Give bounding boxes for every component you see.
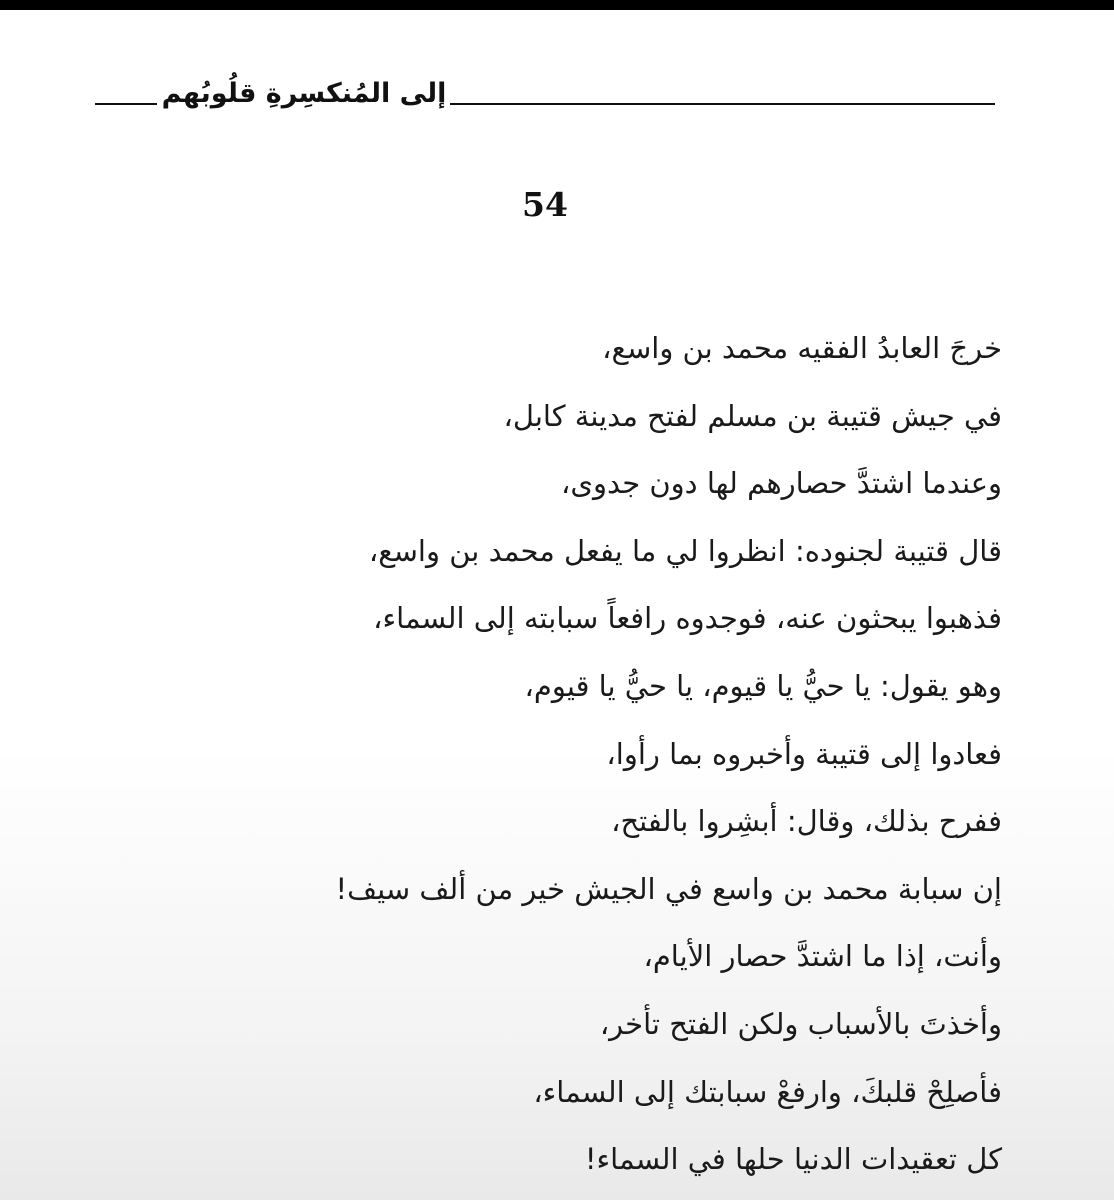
header-rule-right — [450, 103, 995, 105]
poem-line: وهو يقول: يا حيُّ يا قيوم، يا حيُّ يا قيوم، — [524, 668, 1002, 703]
section-number: 54 — [522, 185, 568, 224]
book-page — [0, 10, 1114, 1200]
poem-line: ففرح بذلك، وقال: أبشِروا بالفتح، — [611, 804, 1002, 839]
poem-line: كل تعقيدات الدنيا حلها في السماء! — [584, 1142, 1002, 1177]
poem-line: فعادوا إلى قتيبة وأخبروه بما رأوا، — [606, 736, 1002, 771]
poem-text — [102, 320, 1002, 1199]
poem-line: قال قتيبة لجنوده: انظروا لي ما يفعل محمد بن واسع، — [368, 533, 1002, 568]
poem-line: وأخذتَ بالأسباب ولكن الفتح تأخر، — [599, 1006, 1002, 1041]
book-title: إلى المُنكسِرةِ قلُوبُهم — [161, 78, 447, 109]
running-header — [95, 72, 995, 132]
poem-line: وعندما اشتدَّ حصارهم لها دون جدوى، — [560, 466, 1002, 501]
poem-line: وأنت، إذا ما اشتدَّ حصار الأيام، — [643, 939, 1002, 974]
poem-line: فذهبوا يبحثون عنه، فوجدوه رافعاً سبابته إلى السماء، — [373, 601, 1002, 636]
poem-line: خرجَ العابدُ الفقيه محمد بن واسع، — [602, 331, 1002, 365]
poem-line: إن سبابة محمد بن واسع في الجيش خير من ألف سيف! — [335, 871, 1002, 906]
header-rule-left — [95, 103, 157, 105]
poem-line: في جيش قتيبة بن مسلم لفتح مدينة كابل، — [503, 398, 1002, 433]
poem-line: فأصلِحْ قلبكَ، وارفعْ سبابتك إلى السماء، — [533, 1074, 1002, 1109]
